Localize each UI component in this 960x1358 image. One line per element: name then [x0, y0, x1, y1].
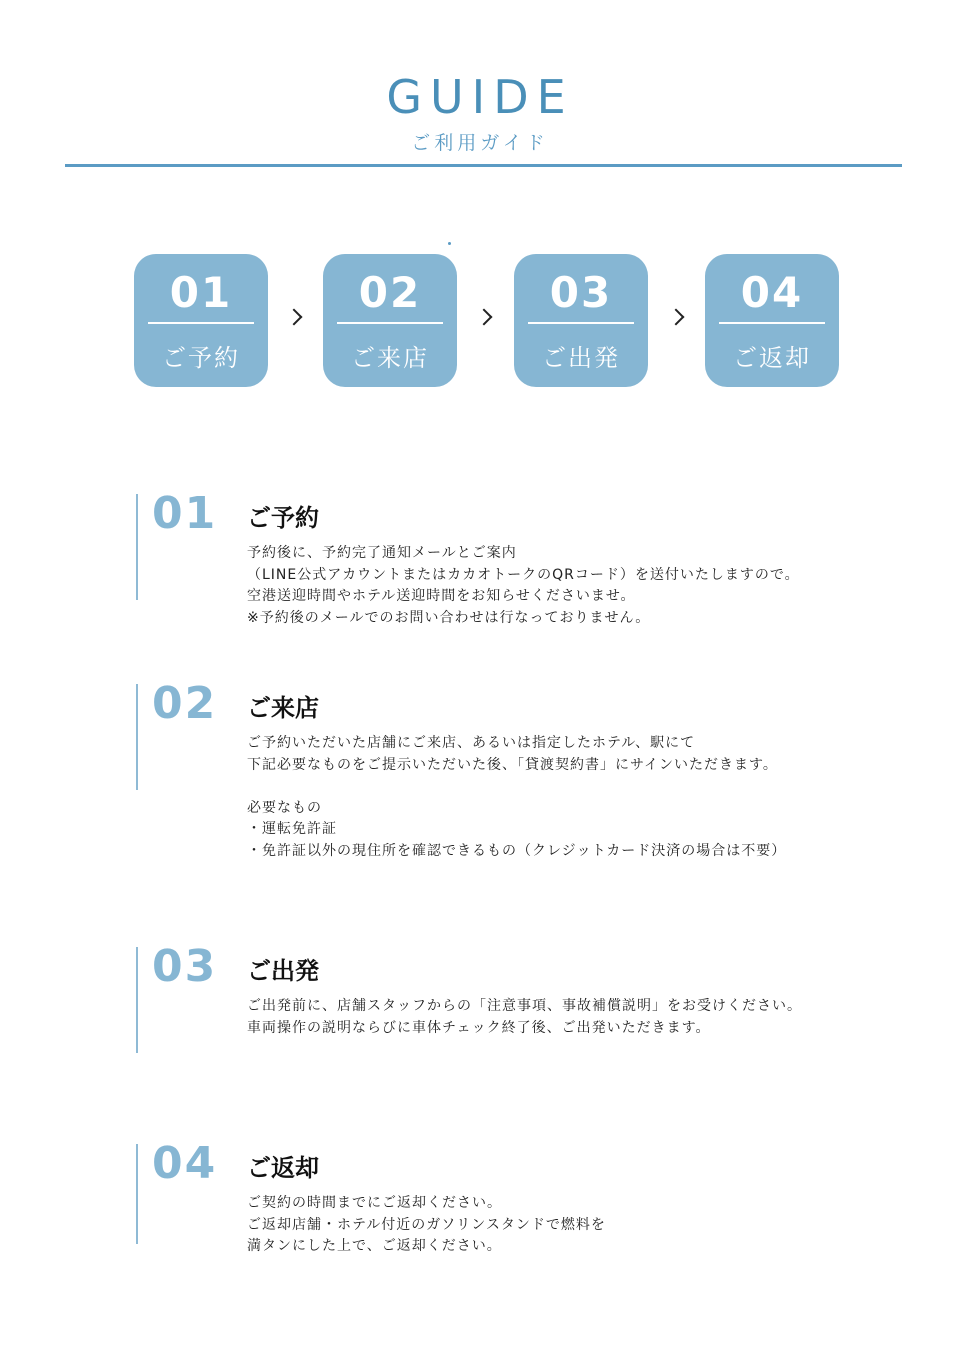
section-body — [247, 1193, 887, 1258]
body-line: ・運転免許証 — [247, 821, 337, 838]
body-line: 必要なもの — [247, 799, 322, 816]
step-label: ご来店 — [351, 344, 429, 372]
body-line: ・免許証以外の現住所を確認できるもの（クレジットカード決済の場合は不要） — [247, 842, 787, 859]
step-box-4 — [705, 254, 839, 387]
body-line: 車両操作の説明ならびに車体チェック終了後、ご出発いただきます。 — [247, 1019, 711, 1036]
body-line: （LINE公式アカウントまたはカカオトークのQRコード）を送付いたしますので。 — [247, 566, 800, 583]
step-divider — [528, 322, 634, 324]
body-line: 下記必要なものをご提示いただいた後、「貸渡契約書」にサインいただきます。 — [247, 756, 778, 773]
body-line — [247, 776, 887, 798]
step-number: 04 — [740, 268, 804, 317]
section-body — [247, 543, 887, 629]
body-line: ご契約の時間までにご返却ください。 — [247, 1195, 502, 1211]
body-line: ご予約いただいた店舗にご来店、あるいは指定したホテル、駅にて — [247, 735, 696, 751]
section-number: 04 — [152, 1138, 218, 1189]
step-label: ご出発 — [542, 344, 620, 372]
section-number: 02 — [152, 678, 218, 729]
body-line: ご出発前に、店舗スタッフからの「注意事項、事故補償説明」をお受けください。 — [247, 998, 802, 1014]
step-number: 02 — [358, 268, 422, 317]
step-box-3 — [514, 254, 648, 387]
section-accent-line — [136, 494, 138, 600]
decorative-dot — [448, 242, 451, 245]
header-divider — [65, 164, 902, 167]
body-line: ※予約後のメールでのお問い合わせは行なっておりません。 — [247, 609, 651, 626]
section-title: ご来店 — [247, 694, 319, 722]
body-line: 予約後に、予約完了通知メールとご案内 — [247, 545, 517, 561]
page-title: GUIDE — [386, 70, 574, 124]
body-line: 満タンにした上で、ご返却ください。 — [247, 1238, 502, 1255]
section-title: ご出発 — [247, 957, 319, 985]
step-label: ご予約 — [162, 344, 240, 372]
section-accent-line — [136, 947, 138, 1053]
step-divider — [719, 322, 825, 324]
section-title: ご予約 — [247, 504, 319, 532]
section-number: 01 — [152, 488, 218, 539]
chevron-right-icon — [286, 309, 303, 326]
section-accent-line — [136, 684, 138, 790]
step-number: 03 — [549, 268, 613, 317]
chevron-right-icon — [476, 309, 493, 326]
step-label: ご返却 — [733, 344, 811, 372]
chevron-right-icon — [668, 309, 685, 326]
step-number: 01 — [169, 268, 233, 317]
section-title: ご返却 — [247, 1154, 319, 1182]
body-line: ご返却店舗・ホテル付近のガソリンスタンドで燃料を — [247, 1216, 606, 1233]
section-accent-line — [136, 1144, 138, 1244]
body-line: 空港送迎時間やホテル送迎時間をお知らせくださいませ。 — [247, 588, 636, 605]
section-number: 03 — [152, 941, 218, 992]
step-divider — [337, 322, 443, 324]
step-box-2 — [323, 254, 457, 387]
step-box-1 — [134, 254, 268, 387]
section-body — [247, 733, 887, 863]
step-divider — [148, 322, 254, 324]
section-body — [247, 996, 887, 1039]
page-subtitle: ご利用ガイド — [411, 132, 549, 154]
